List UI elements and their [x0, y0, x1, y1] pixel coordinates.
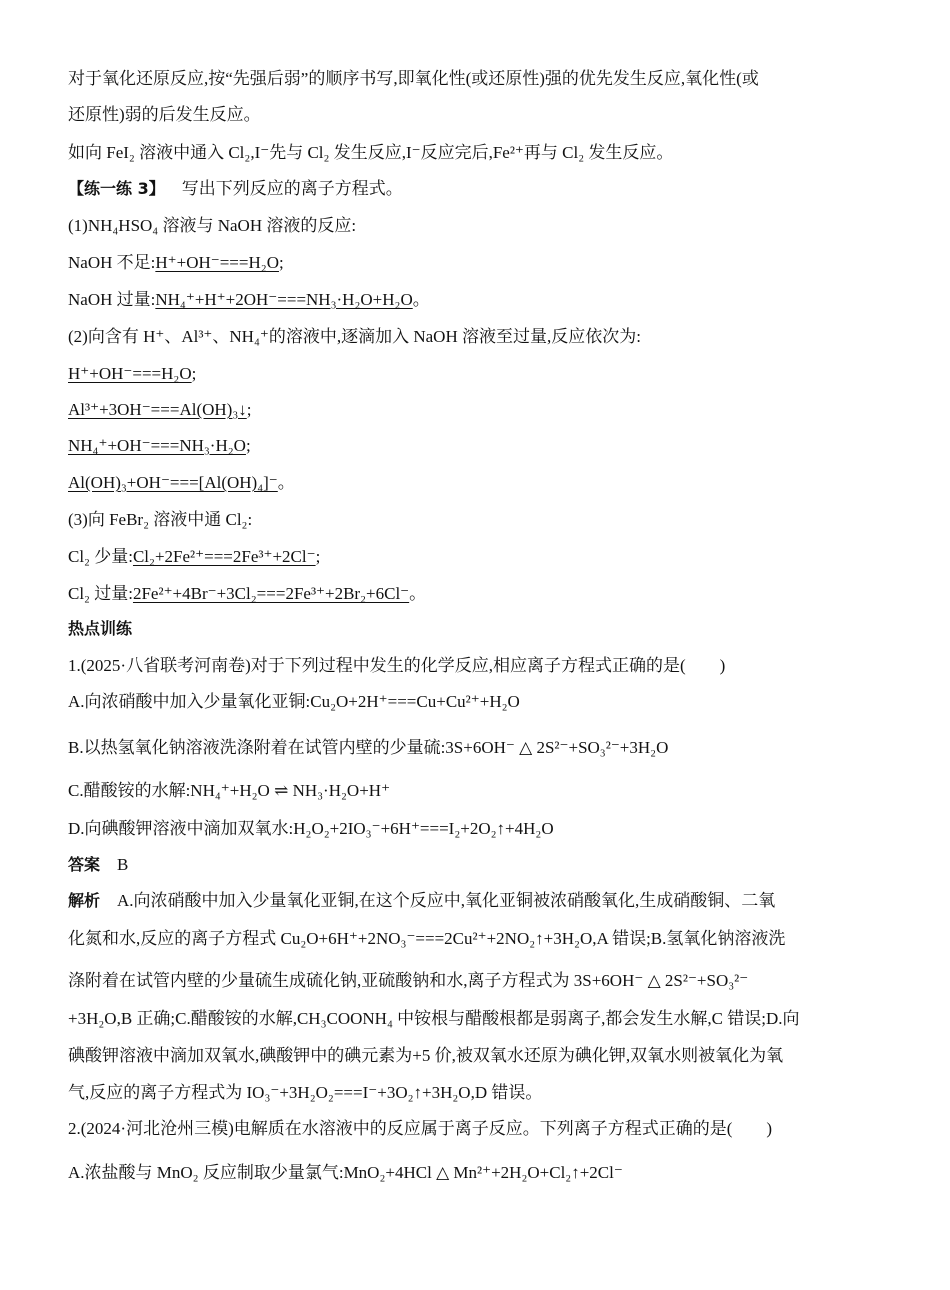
intro-line-1: 对于氧化还原反应,按“先强后弱”的顺序书写,即氧化性(或还原性)强的优先发生反应,氧化性(或: [68, 69, 759, 88]
practice-q3-excess: Cl₂ 过量:2Fe²⁺+4Br⁻+3Cl₂===2Fe³⁺+2Br₂+6Cl⁻。: [68, 584, 427, 603]
hot-q1-option-b: B.以热氢氧化钠溶液洗涤附着在试管内壁的少量硫:3S+6OH⁻ △ 2S²⁻+SO₃²⁻+3H₂O: [68, 738, 669, 757]
practice-q3-less: Cl₂ 少量:Cl₂+2Fe²⁺===2Fe³⁺+2Cl⁻;: [68, 547, 321, 566]
answer-value: B: [117, 855, 129, 874]
analysis-line-3: 涤附着在试管内壁的少量硫生成硫化钠,亚硫酸钠和水,离子方程式为 3S+6OH⁻ △ 2S²⁻+SO₃²⁻: [68, 971, 749, 990]
practice-heading: 【练一练 3】: [68, 179, 165, 198]
hot-q2-option-a: A.浓盐酸与 MnO₂ 反应制取少量氯气:MnO₂+4HCl △ Mn²⁺+2H₂O+Cl₂↑+2Cl⁻: [68, 1163, 623, 1182]
q2-answer-2-text: Al³⁺+3OH⁻===Al(OH)₃↓: [68, 400, 247, 419]
q1-excess-answer: NH₄⁺+H⁺+2OH⁻===NH₃·H₂O+H₂O: [155, 290, 413, 309]
practice-q2: (2)向含有 H⁺、Al³⁺、NH₄⁺的溶液中,逐滴加入 NaOH 溶液至过量,反应依次为:: [68, 327, 641, 346]
q2-answer-3: NH₄⁺+OH⁻===NH₃·H₂O;: [68, 436, 251, 455]
analysis-line-1: [68, 890, 775, 912]
q3-less-label: Cl₂ 少量:: [68, 547, 133, 566]
intro-line-2: 还原性)弱的后发生反应。: [68, 105, 261, 124]
analysis-label: 解析: [68, 891, 101, 910]
hot-q1-stem: 1.(2025·八省联考河南卷)对于下列过程中发生的化学反应,相应离子方程式正确的是( ): [68, 656, 726, 675]
q2-answer-1-text: H⁺+OH⁻===H₂O: [68, 364, 192, 383]
hot-heading: 热点训练: [68, 619, 133, 638]
practice-header: [68, 178, 403, 200]
analysis-line-2: 化氮和水,反应的离子方程式 Cu₂O+6H⁺+2NO₃⁻===2Cu²⁺+2NO₂↑+3H₂O,A 错误;B.氢氧化钠溶液洗: [68, 929, 786, 948]
q2-answer-4-text: Al(OH)₃+OH⁻===[Al(OH)₄]⁻: [68, 473, 278, 492]
q2-answer-1: H⁺+OH⁻===H₂O;: [68, 364, 197, 383]
q3-excess-label: Cl₂ 过量:: [68, 584, 133, 603]
practice-q1: (1)NH₄HSO₄ 溶液与 NaOH 溶液的反应:: [68, 216, 357, 235]
q2-answer-3-text: NH₄⁺+OH⁻===NH₃·H₂O: [68, 436, 246, 455]
intro-example: 如向 FeI₂ 溶液中通入 Cl₂,I⁻先与 Cl₂ 发生反应,I⁻反应完后,Fe²⁺再与 Cl₂ 发生反应。: [68, 143, 674, 162]
q2-answer-4: Al(OH)₃+OH⁻===[Al(OH)₄]⁻。: [68, 473, 295, 492]
q1-excess-label: NaOH 过量:: [68, 290, 156, 309]
practice-q1-short: NaOH 不足:H⁺+OH⁻===H₂O;: [68, 253, 284, 272]
hot-q2-stem: 2.(2024·河北沧州三模)电解质在水溶液中的反应属于离子反应。下列离子方程式正确的是( ): [68, 1119, 773, 1138]
q1-short-label: NaOH 不足:: [68, 253, 156, 272]
answer-line: [68, 854, 128, 876]
q3-less-answer: Cl₂+2Fe²⁺===2Fe³⁺+2Cl⁻: [132, 547, 316, 566]
practice-q3: (3)向 FeBr₂ 溶液中通 Cl₂:: [68, 510, 253, 529]
q3-excess-answer: 2Fe²⁺+4Br⁻+3Cl₂===2Fe³⁺+2Br₂+6Cl⁻: [132, 584, 410, 603]
hot-q1-option-a: A.向浓硝酸中加入少量氧化亚铜:Cu₂O+2H⁺===Cu+Cu²⁺+H₂O: [68, 692, 520, 711]
q2-answer-2: Al³⁺+3OH⁻===Al(OH)₃↓;: [68, 400, 252, 419]
practice-q1-excess: NaOH 过量:NH₄⁺+H⁺+2OH⁻===NH₃·H₂O+H₂O。: [68, 290, 430, 309]
hot-q1-option-d: D.向碘酸钾溶液中滴加双氧水:H₂O₂+2IO₃⁻+6H⁺===I₂+2O₂↑+4H₂O: [68, 819, 554, 838]
q1-short-answer: H⁺+OH⁻===H₂O: [155, 253, 279, 272]
answer-label: 答案: [68, 855, 101, 874]
analysis-line-5: 碘酸钾溶液中滴加双氧水,碘酸钾中的碘元素为+5 价,被双氧水还原为碘化钾,双氧水则被氧化为氧: [68, 1046, 784, 1065]
analysis-line-4: +3H₂O,B 正确;C.醋酸铵的水解,CH₃COONH₄ 中铵根与醋酸根都是弱离子,都会发生水解,C 错误;D.向: [68, 1009, 800, 1028]
analysis-line-6: 气,反应的离子方程式为 IO₃⁻+3H₂O₂===I⁻+3O₂↑+3H₂O,D 错误。: [68, 1083, 543, 1102]
hot-q1-option-c: C.醋酸铵的水解:NH₄⁺+H₂O ⇌ NH₃·H₂O+H⁺: [68, 781, 391, 800]
analysis-text-1: A.向浓硝酸中加入少量氧化亚铜,在这个反应中,氧化亚铜被浓硝酸氧化,生成硝酸铜、二氧: [117, 891, 776, 910]
practice-instruction: 写出下列反应的离子方程式。: [181, 179, 403, 198]
